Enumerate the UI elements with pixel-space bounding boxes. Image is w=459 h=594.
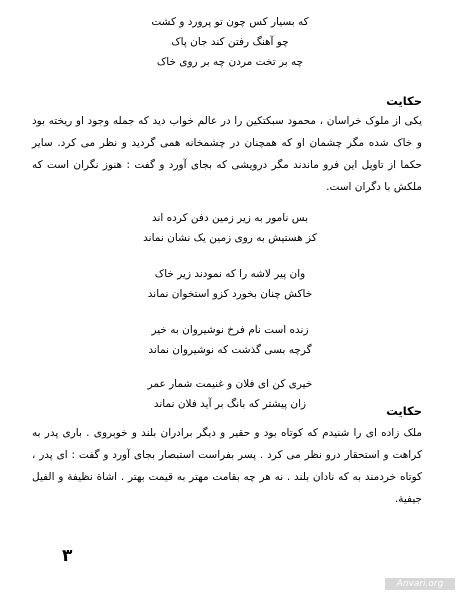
verse-line: خیری کن ای فلان و غنیمت شمار عمر xyxy=(147,378,313,390)
page-number: ۳ xyxy=(62,546,73,566)
story-1-heading: حکایت xyxy=(386,94,422,108)
verse-line: بس نامور به زیر زمین دفن کرده اند xyxy=(151,212,309,224)
stanza-4 xyxy=(130,374,330,414)
story-1-paragraph: یکی از ملوک خراسان ، محمود سبکتکین را در عالم خواب دید که جمله وجود او ریخته بود و خاک شده مگر چشمان او که همچنان در چشمخانه همی گردید و نظر می کرد. سایر حکما از تاویل این فرو ماندند مگر درویشی که بجای آورد و گفت : هنوز نگران است که ملکش با دگران است. xyxy=(32,115,422,193)
verse-line: چه بر تخت مردن چه بر روی خاک xyxy=(156,56,304,68)
verse-line: که بسیار کس چون تو پرورد و کشت xyxy=(151,16,309,28)
site-watermark: Anvari.org xyxy=(385,578,455,590)
verse-line: وان پیر لاشه را که نمودند زیر خاک xyxy=(154,268,306,280)
stanza-2 xyxy=(130,264,330,304)
verse-line: زنده است نام فرخ نوشیروان به خیر xyxy=(151,324,309,336)
verse-line: خاکش چنان بخورد کزو استخوان نماند xyxy=(147,288,313,300)
stanza-3 xyxy=(130,320,330,360)
verse-line: گرچه بسی گذشت که نوشیروان نماند xyxy=(148,344,312,356)
opening-verse xyxy=(130,12,330,72)
verse-line: زان پیشتر که بانگ بر آید فلان نماند xyxy=(153,398,307,410)
verse-line: چو آهنگ رفتن کند جان پاک xyxy=(171,36,289,48)
story-2-paragraph: ملک زاده ای را شنیدم که کوتاه بود و حقیر و دیگر برادران بلند و خوبروی . باری پدر به کراهت و استحقار درو نظر می کرد . پسر بفراست استبصار بجای آورد و گفت : ای پدر ، کوتاه خردمند به که نادان بلند . نه هر چه بقامت مهتر به قیمت بهتر . اشاة نظیفة و الفیل جیفیة. xyxy=(32,427,422,505)
verse-line: کز هستیش به روی زمین یک نشان نماند xyxy=(143,232,317,244)
story-2-heading: حکایت xyxy=(386,404,422,418)
stanza-1 xyxy=(130,208,330,248)
